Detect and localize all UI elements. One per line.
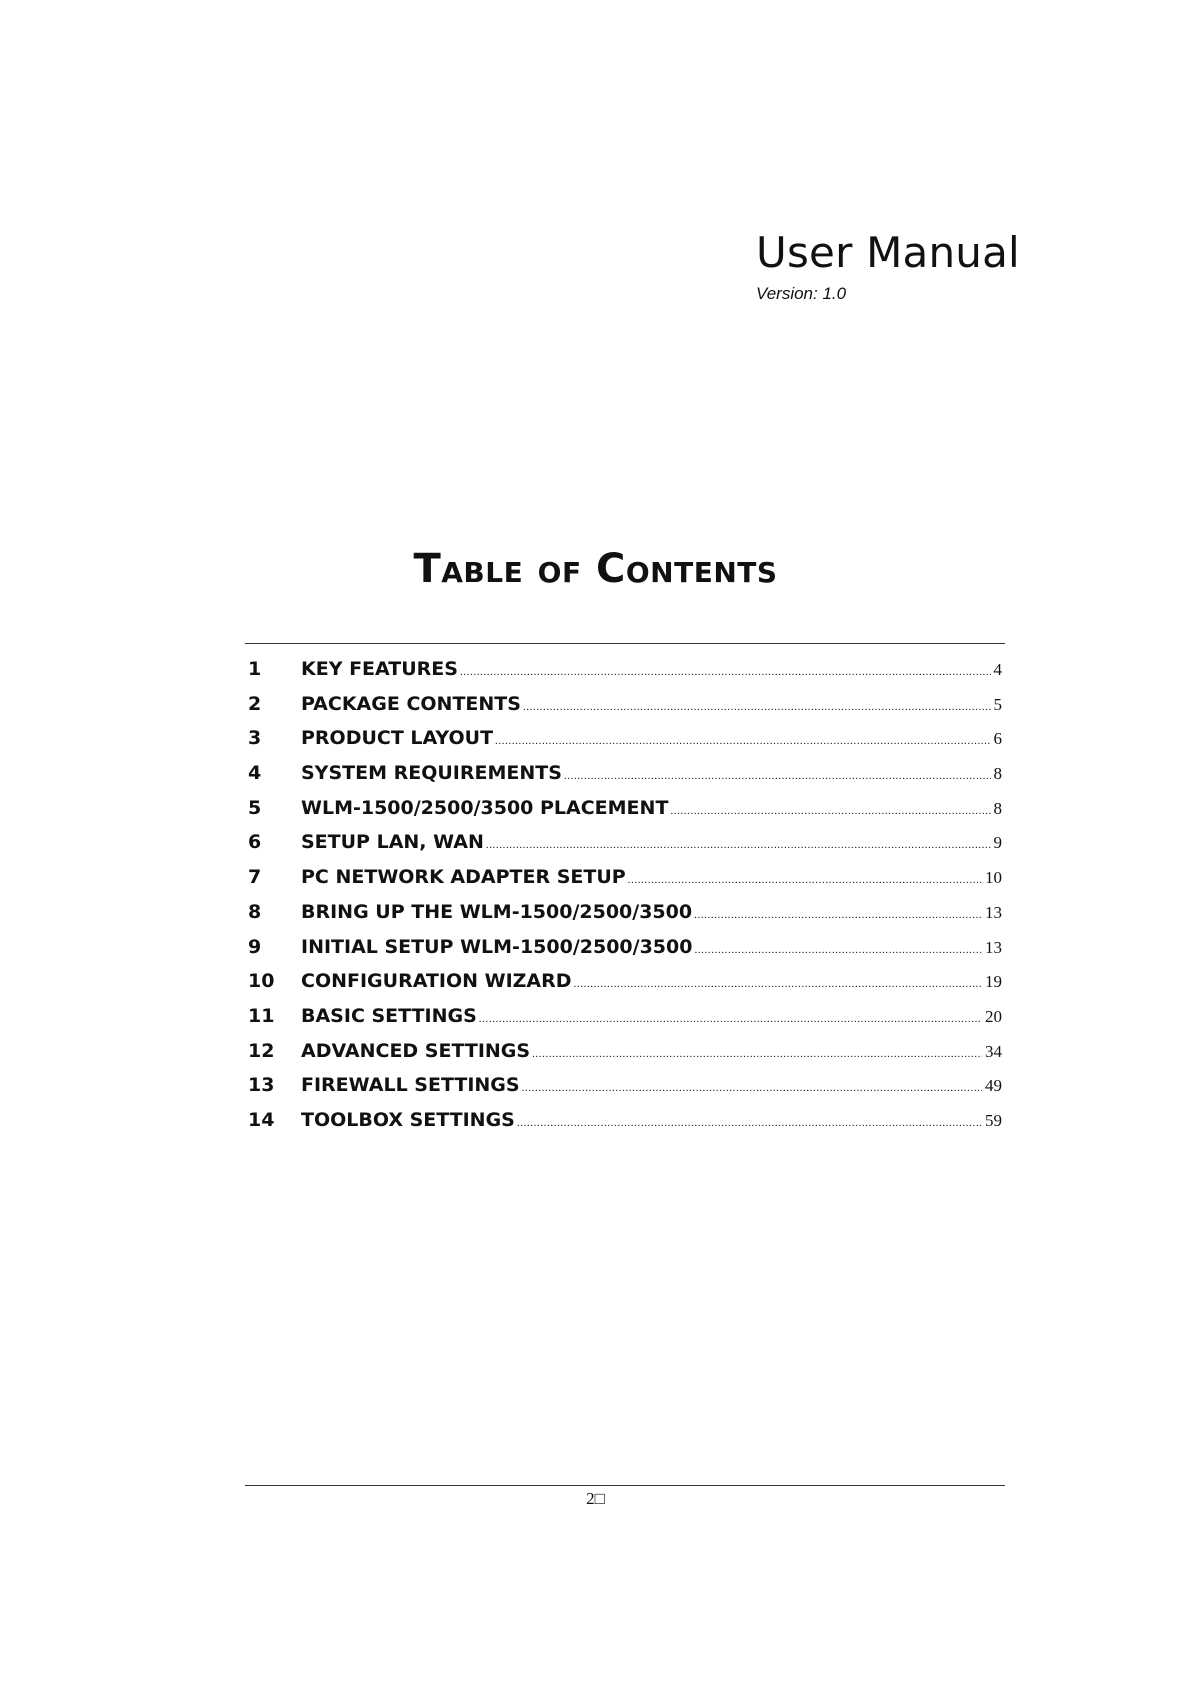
toc-entry-page[interactable]: 59 [985, 1110, 1002, 1130]
toc-entry-title[interactable]: WLM-1500/2500/3500 PLACEMENT [301, 796, 669, 819]
toc-entry[interactable] [248, 1034, 1002, 1069]
toc-entry-title[interactable]: CONFIGURATION WIZARD [301, 970, 572, 993]
document-header [756, 228, 1020, 304]
toc-dot-leader [460, 655, 991, 690]
toc-dot-leader [670, 794, 990, 829]
toc-dot-leader [522, 1071, 982, 1106]
toc-entry-page[interactable]: 10 [985, 868, 1002, 888]
toc-entry-page[interactable]: 20 [985, 1006, 1002, 1026]
toc-entry-page[interactable]: 6 [993, 729, 1002, 749]
toc-entry-title[interactable]: FIREWALL SETTINGS [301, 1074, 520, 1097]
toc-entry-page[interactable]: 34 [985, 1041, 1002, 1061]
toc-dot-leader [628, 863, 982, 898]
toc-entry-number: 7 [248, 866, 262, 889]
toc-entry-title[interactable]: SETUP LAN, WAN [301, 831, 484, 854]
toc-entry-page[interactable]: 19 [985, 972, 1002, 992]
toc-dot-leader [532, 1037, 982, 1072]
toc-entry-page[interactable]: 5 [993, 694, 1002, 714]
toc-entry-number: 12 [248, 1039, 275, 1062]
toc-entry[interactable] [248, 756, 1002, 791]
toc-dot-leader [486, 828, 991, 863]
toc-entry-page[interactable]: 9 [993, 833, 1002, 853]
toc-entry[interactable] [248, 687, 1002, 722]
toc-entry-number: 13 [248, 1074, 275, 1097]
document-version: Version: 1.0 [756, 284, 847, 303]
toc-entry-title[interactable]: BASIC SETTINGS [301, 1004, 477, 1027]
toc-entry[interactable] [248, 999, 1002, 1034]
toc-entry-number: 14 [248, 1108, 275, 1131]
toc-dot-leader [574, 967, 982, 1002]
toc-entry-number: 2 [248, 692, 262, 715]
toc-entry-number: 4 [248, 762, 262, 785]
toc-entry-title[interactable]: BRING UP THE WLM-1500/2500/3500 [301, 900, 693, 923]
toc-entry-number: 11 [248, 1004, 275, 1027]
toc-dot-leader [694, 898, 982, 933]
toc-entry-number: 1 [248, 658, 262, 680]
toc-entry-page[interactable]: 8 [993, 798, 1002, 818]
toc-entry-page[interactable]: 13 [985, 937, 1002, 957]
toc-entry[interactable] [248, 895, 1002, 930]
toc-entry-title[interactable]: INITIAL SETUP WLM-1500/2500/3500 [301, 935, 693, 958]
toc-entry-title[interactable]: TOOLBOX SETTINGS [301, 1108, 515, 1131]
footer-rule [245, 1485, 1005, 1486]
toc-entry[interactable] [248, 930, 1002, 965]
toc-entry-page[interactable]: 13 [985, 902, 1002, 922]
footer-page-number: 2□ [586, 1489, 605, 1508]
toc-entry[interactable] [248, 721, 1002, 756]
toc-dot-leader [479, 1002, 982, 1037]
toc-top-rule [245, 643, 1005, 644]
document-title: User Manual [756, 228, 1020, 277]
toc-entry-number: 3 [248, 727, 262, 750]
toc-dot-leader [694, 933, 982, 968]
toc-entry[interactable] [248, 964, 1002, 999]
toc-entry-title[interactable]: SYSTEM REQUIREMENTS [301, 762, 562, 785]
toc-heading: Table of Contents [413, 546, 778, 592]
toc-dot-leader [564, 759, 991, 794]
toc-list [248, 652, 1002, 1138]
toc-entry[interactable] [248, 825, 1002, 860]
toc-entry-title[interactable]: ADVANCED SETTINGS [301, 1039, 531, 1062]
toc-entry-number: 10 [248, 970, 275, 993]
toc-entry[interactable] [248, 1103, 1002, 1138]
toc-dot-leader [523, 690, 991, 725]
toc-entry-title[interactable]: KEY FEATURES [301, 658, 458, 680]
toc-entry[interactable] [248, 791, 1002, 826]
toc-entry-number: 8 [248, 900, 262, 923]
toc-entry-title[interactable]: PC NETWORK ADAPTER SETUP [301, 866, 626, 889]
toc-entry-title[interactable]: PACKAGE CONTENTS [301, 692, 521, 715]
toc-dot-leader [517, 1106, 982, 1141]
toc-dot-leader [495, 724, 990, 759]
toc-entry-number: 6 [248, 831, 262, 854]
toc-entry-page[interactable]: 49 [985, 1076, 1002, 1096]
toc-entry-page[interactable]: 4 [993, 660, 1002, 679]
toc-entry[interactable] [248, 1068, 1002, 1103]
toc-entry[interactable] [248, 652, 1002, 687]
toc-entry-number: 9 [248, 935, 262, 958]
toc-entry-page[interactable]: 8 [993, 764, 1002, 784]
toc-entry-number: 5 [248, 796, 262, 819]
toc-entry[interactable] [248, 860, 1002, 895]
toc-entry-title[interactable]: PRODUCT LAYOUT [301, 727, 494, 750]
